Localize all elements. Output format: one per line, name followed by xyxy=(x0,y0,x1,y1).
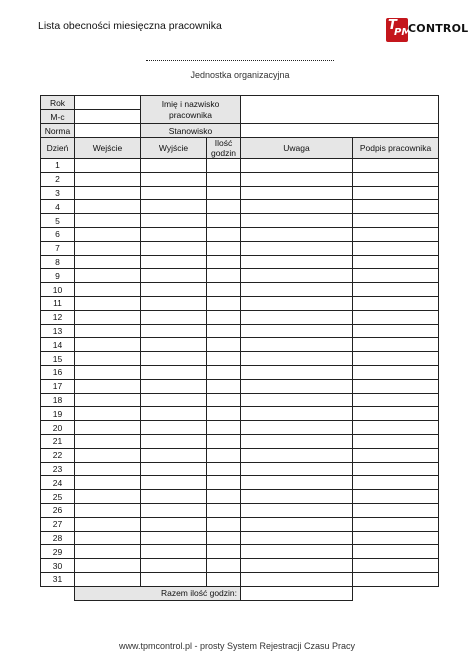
note-cell[interactable] xyxy=(241,227,353,241)
day-number: 2 xyxy=(41,172,75,186)
note-cell[interactable] xyxy=(241,476,353,490)
page-title: Lista obecności miesięczna pracownika xyxy=(38,20,222,32)
note-cell[interactable] xyxy=(241,200,353,214)
exit-cell[interactable] xyxy=(141,517,207,531)
hours-cell[interactable] xyxy=(207,407,241,421)
name-field[interactable] xyxy=(241,96,439,124)
position-label: Stanowisko xyxy=(141,124,241,138)
hours-cell[interactable] xyxy=(207,531,241,545)
day-number: 6 xyxy=(41,227,75,241)
footer-text: www.tpmcontrol.pl - prosty System Rejestracji Czasu Pracy xyxy=(118,641,356,651)
day-row xyxy=(41,448,439,462)
exit-cell[interactable] xyxy=(141,379,207,393)
note-cell[interactable] xyxy=(241,407,353,421)
day-number: 17 xyxy=(41,379,75,393)
exit-cell[interactable] xyxy=(141,241,207,255)
exit-cell[interactable] xyxy=(141,434,207,448)
entry-cell[interactable] xyxy=(75,269,141,283)
day-number: 18 xyxy=(41,393,75,407)
signature-cell[interactable] xyxy=(353,490,439,504)
signature-cell[interactable] xyxy=(353,517,439,531)
signature-cell[interactable] xyxy=(353,462,439,476)
day-row xyxy=(41,434,439,448)
note-cell[interactable] xyxy=(241,572,353,586)
day-number: 24 xyxy=(41,476,75,490)
exit-cell[interactable] xyxy=(141,393,207,407)
exit-cell[interactable] xyxy=(141,421,207,435)
day-row xyxy=(41,379,439,393)
norm-label: Norma xyxy=(41,124,75,138)
day-number: 26 xyxy=(41,503,75,517)
signature-cell[interactable] xyxy=(353,296,439,310)
name-label: Imię i nazwisko pracownika xyxy=(141,96,241,124)
day-row xyxy=(41,255,439,269)
entry-cell[interactable] xyxy=(75,172,141,186)
note-cell[interactable] xyxy=(241,448,353,462)
exit-cell[interactable] xyxy=(141,490,207,504)
total-row xyxy=(41,586,439,600)
entry-cell[interactable] xyxy=(75,545,141,559)
hours-cell[interactable] xyxy=(207,227,241,241)
day-number: 23 xyxy=(41,462,75,476)
signature-cell[interactable] xyxy=(353,200,439,214)
note-cell[interactable] xyxy=(241,517,353,531)
entry-cell[interactable] xyxy=(75,283,141,297)
hours-cell[interactable] xyxy=(207,517,241,531)
exit-cell[interactable] xyxy=(141,255,207,269)
day-row xyxy=(41,269,439,283)
entry-cell[interactable] xyxy=(75,531,141,545)
note-cell[interactable] xyxy=(241,531,353,545)
exit-cell[interactable] xyxy=(141,269,207,283)
entry-cell[interactable] xyxy=(75,296,141,310)
exit-cell[interactable] xyxy=(141,296,207,310)
day-row xyxy=(41,559,439,573)
col-hours: Ilość godzin xyxy=(207,138,241,159)
note-cell[interactable] xyxy=(241,255,353,269)
exit-cell[interactable] xyxy=(141,365,207,379)
day-row xyxy=(41,241,439,255)
hours-cell[interactable] xyxy=(207,310,241,324)
day-row xyxy=(41,476,439,490)
hours-cell[interactable] xyxy=(207,200,241,214)
day-row xyxy=(41,186,439,200)
note-cell[interactable] xyxy=(241,172,353,186)
logo-pm: PM xyxy=(394,27,412,38)
day-number: 10 xyxy=(41,283,75,297)
day-row xyxy=(41,503,439,517)
total-rest-spacer xyxy=(353,586,439,600)
col-exit: Wyjście xyxy=(141,138,207,159)
day-number: 22 xyxy=(41,448,75,462)
day-row xyxy=(41,352,439,366)
day-number: 3 xyxy=(41,186,75,200)
exit-cell[interactable] xyxy=(141,531,207,545)
signature-cell[interactable] xyxy=(353,407,439,421)
exit-cell[interactable] xyxy=(141,448,207,462)
hours-cell[interactable] xyxy=(207,324,241,338)
note-cell[interactable] xyxy=(241,324,353,338)
day-row xyxy=(41,393,439,407)
exit-cell[interactable] xyxy=(141,159,207,173)
total-label: Razem ilość godzin: xyxy=(75,586,241,600)
day-number: 16 xyxy=(41,365,75,379)
signature-cell[interactable] xyxy=(353,324,439,338)
signature-cell[interactable] xyxy=(353,227,439,241)
hours-cell[interactable] xyxy=(207,255,241,269)
signature-cell[interactable] xyxy=(353,269,439,283)
logo-text: CONTROL xyxy=(408,22,469,35)
col-signature: Podpis pracownika xyxy=(353,138,439,159)
signature-cell[interactable] xyxy=(353,531,439,545)
day-row xyxy=(41,545,439,559)
note-cell[interactable] xyxy=(241,379,353,393)
signature-cell[interactable] xyxy=(353,172,439,186)
exit-cell[interactable] xyxy=(141,283,207,297)
total-hours-field[interactable] xyxy=(241,586,353,600)
day-row xyxy=(41,227,439,241)
hours-cell[interactable] xyxy=(207,490,241,504)
day-row xyxy=(41,200,439,214)
day-number: 4 xyxy=(41,200,75,214)
attendance-table xyxy=(40,95,439,601)
signature-cell[interactable] xyxy=(353,545,439,559)
day-row xyxy=(41,310,439,324)
signature-cell[interactable] xyxy=(353,310,439,324)
day-number: 31 xyxy=(41,572,75,586)
exit-cell[interactable] xyxy=(141,476,207,490)
signature-cell[interactable] xyxy=(353,283,439,297)
note-cell[interactable] xyxy=(241,434,353,448)
exit-cell[interactable] xyxy=(141,545,207,559)
signature-cell[interactable] xyxy=(353,421,439,435)
signature-cell[interactable] xyxy=(353,476,439,490)
hours-cell[interactable] xyxy=(207,172,241,186)
hours-cell[interactable] xyxy=(207,159,241,173)
hours-cell[interactable] xyxy=(207,241,241,255)
hours-cell[interactable] xyxy=(207,186,241,200)
day-number: 19 xyxy=(41,407,75,421)
entry-cell[interactable] xyxy=(75,255,141,269)
entry-cell[interactable] xyxy=(75,517,141,531)
hours-cell[interactable] xyxy=(207,572,241,586)
hours-cell[interactable] xyxy=(207,269,241,283)
note-cell[interactable] xyxy=(241,159,353,173)
hours-cell[interactable] xyxy=(207,421,241,435)
signature-cell[interactable] xyxy=(353,338,439,352)
hours-cell[interactable] xyxy=(207,462,241,476)
logo-t: T xyxy=(388,18,397,33)
signature-cell[interactable] xyxy=(353,503,439,517)
hours-cell[interactable] xyxy=(207,545,241,559)
entry-cell[interactable] xyxy=(75,310,141,324)
signature-cell[interactable] xyxy=(353,352,439,366)
col-day: Dzień xyxy=(41,138,75,159)
signature-cell[interactable] xyxy=(353,365,439,379)
note-cell[interactable] xyxy=(241,310,353,324)
entry-cell[interactable] xyxy=(75,365,141,379)
exit-cell[interactable] xyxy=(141,227,207,241)
signature-cell[interactable] xyxy=(353,448,439,462)
note-cell[interactable] xyxy=(241,365,353,379)
day-row xyxy=(41,462,439,476)
entry-cell[interactable] xyxy=(75,503,141,517)
entry-cell[interactable] xyxy=(75,214,141,228)
day-number: 5 xyxy=(41,214,75,228)
exit-cell[interactable] xyxy=(141,572,207,586)
exit-cell[interactable] xyxy=(141,407,207,421)
exit-cell[interactable] xyxy=(141,172,207,186)
entry-cell[interactable] xyxy=(75,421,141,435)
exit-cell[interactable] xyxy=(141,310,207,324)
signature-cell[interactable] xyxy=(353,255,439,269)
day-row xyxy=(41,283,439,297)
org-unit-label: Jednostka organizacyjna xyxy=(190,70,290,80)
day-row xyxy=(41,338,439,352)
day-number: 1 xyxy=(41,159,75,173)
day-row xyxy=(41,517,439,531)
entry-cell[interactable] xyxy=(75,434,141,448)
exit-cell[interactable] xyxy=(141,559,207,573)
hours-cell[interactable] xyxy=(207,338,241,352)
note-cell[interactable] xyxy=(241,338,353,352)
hours-cell[interactable] xyxy=(207,379,241,393)
entry-cell[interactable] xyxy=(75,462,141,476)
note-cell[interactable] xyxy=(241,296,353,310)
exit-cell[interactable] xyxy=(141,186,207,200)
entry-cell[interactable] xyxy=(75,448,141,462)
entry-cell[interactable] xyxy=(75,186,141,200)
tpm-control-logo xyxy=(386,18,469,46)
note-cell[interactable] xyxy=(241,352,353,366)
signature-cell[interactable] xyxy=(353,572,439,586)
entry-cell[interactable] xyxy=(75,407,141,421)
day-number: 15 xyxy=(41,352,75,366)
signature-cell[interactable] xyxy=(353,214,439,228)
note-cell[interactable] xyxy=(241,214,353,228)
day-row xyxy=(41,407,439,421)
day-number: 11 xyxy=(41,296,75,310)
day-number: 25 xyxy=(41,490,75,504)
note-cell[interactable] xyxy=(241,503,353,517)
day-number: 13 xyxy=(41,324,75,338)
entry-cell[interactable] xyxy=(75,227,141,241)
day-number: 12 xyxy=(41,310,75,324)
hours-cell[interactable] xyxy=(207,559,241,573)
note-cell[interactable] xyxy=(241,241,353,255)
day-number: 20 xyxy=(41,421,75,435)
hours-cell[interactable] xyxy=(207,434,241,448)
entry-cell[interactable] xyxy=(75,338,141,352)
position-field[interactable] xyxy=(241,124,439,138)
day-row xyxy=(41,172,439,186)
col-entry: Wejście xyxy=(75,138,141,159)
hours-cell[interactable] xyxy=(207,393,241,407)
note-cell[interactable] xyxy=(241,186,353,200)
day-row xyxy=(41,531,439,545)
exit-cell[interactable] xyxy=(141,462,207,476)
month-field[interactable] xyxy=(75,110,141,124)
exit-cell[interactable] xyxy=(141,324,207,338)
day-row xyxy=(41,572,439,586)
signature-cell[interactable] xyxy=(353,159,439,173)
note-cell[interactable] xyxy=(241,269,353,283)
note-cell[interactable] xyxy=(241,462,353,476)
entry-cell[interactable] xyxy=(75,559,141,573)
total-spacer xyxy=(41,586,75,600)
entry-cell[interactable] xyxy=(75,352,141,366)
exit-cell[interactable] xyxy=(141,338,207,352)
day-number: 28 xyxy=(41,531,75,545)
hours-cell[interactable] xyxy=(207,214,241,228)
day-number: 14 xyxy=(41,338,75,352)
entry-cell[interactable] xyxy=(75,393,141,407)
hours-cell[interactable] xyxy=(207,365,241,379)
exit-cell[interactable] xyxy=(141,214,207,228)
signature-cell[interactable] xyxy=(353,241,439,255)
hours-cell[interactable] xyxy=(207,296,241,310)
entry-cell[interactable] xyxy=(75,200,141,214)
note-cell[interactable] xyxy=(241,421,353,435)
entry-cell[interactable] xyxy=(75,490,141,504)
note-cell[interactable] xyxy=(241,545,353,559)
signature-cell[interactable] xyxy=(353,379,439,393)
day-row xyxy=(41,365,439,379)
day-row xyxy=(41,159,439,173)
year-label: Rok xyxy=(41,96,75,110)
norm-field[interactable] xyxy=(75,124,141,138)
day-number: 29 xyxy=(41,545,75,559)
year-field[interactable] xyxy=(75,96,141,110)
hours-cell[interactable] xyxy=(207,283,241,297)
hours-cell[interactable] xyxy=(207,448,241,462)
col-note: Uwaga xyxy=(241,138,353,159)
entry-cell[interactable] xyxy=(75,159,141,173)
signature-cell[interactable] xyxy=(353,559,439,573)
day-number: 8 xyxy=(41,255,75,269)
hours-cell[interactable] xyxy=(207,352,241,366)
day-number: 21 xyxy=(41,434,75,448)
exit-cell[interactable] xyxy=(141,352,207,366)
exit-cell[interactable] xyxy=(141,503,207,517)
exit-cell[interactable] xyxy=(141,200,207,214)
logo-mark-icon xyxy=(386,18,412,42)
day-row xyxy=(41,490,439,504)
day-number: 7 xyxy=(41,241,75,255)
month-label: M-c xyxy=(41,110,75,124)
entry-cell[interactable] xyxy=(75,324,141,338)
note-cell[interactable] xyxy=(241,490,353,504)
signature-cell[interactable] xyxy=(353,434,439,448)
day-row xyxy=(41,324,439,338)
day-row xyxy=(41,296,439,310)
day-row xyxy=(41,421,439,435)
hours-cell[interactable] xyxy=(207,476,241,490)
entry-cell[interactable] xyxy=(75,572,141,586)
note-cell[interactable] xyxy=(241,393,353,407)
note-cell[interactable] xyxy=(241,559,353,573)
day-number: 9 xyxy=(41,269,75,283)
entry-cell[interactable] xyxy=(75,476,141,490)
entry-cell[interactable] xyxy=(75,241,141,255)
signature-cell[interactable] xyxy=(353,186,439,200)
day-row xyxy=(41,214,439,228)
day-number: 30 xyxy=(41,559,75,573)
note-cell[interactable] xyxy=(241,283,353,297)
org-unit-field[interactable] xyxy=(146,60,334,61)
signature-cell[interactable] xyxy=(353,393,439,407)
entry-cell[interactable] xyxy=(75,379,141,393)
day-number: 27 xyxy=(41,517,75,531)
hours-cell[interactable] xyxy=(207,503,241,517)
